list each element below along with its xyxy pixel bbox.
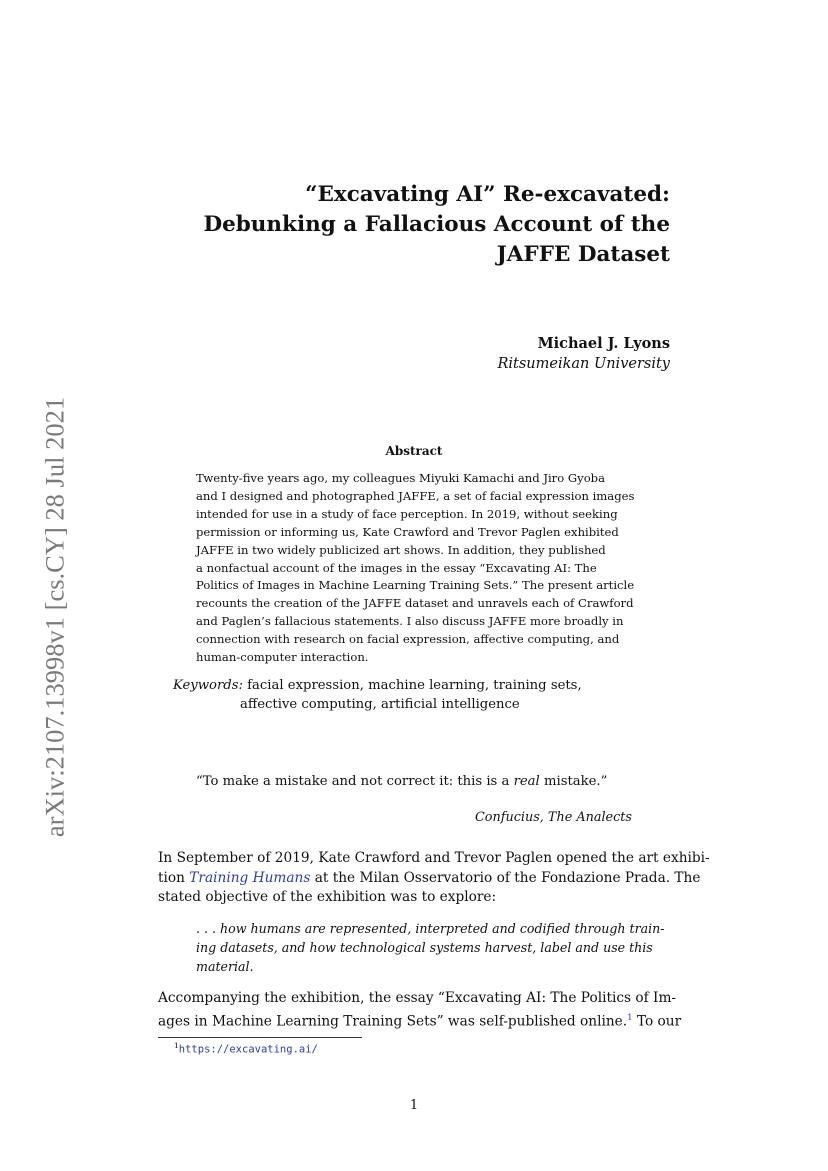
- abstract-line: JAFFE in two widely publicized art shows. In addition, they published: [196, 542, 606, 557]
- second-paragraph: [158, 989, 682, 1032]
- block-quote: [196, 919, 665, 976]
- keywords-label: Keywords:: [173, 678, 243, 693]
- author-affiliation: Ritsumeikan University: [497, 356, 670, 372]
- paragraph-line: ages in Machine Learning Training Sets” was self-published online.$^1$ To our: [158, 1012, 682, 1030]
- quote-line: material.: [196, 959, 254, 974]
- keywords-line-2: affective computing, artificial intelligence: [240, 697, 520, 712]
- abstract-line: and I designed and photographed JAFFE, a set of facial expression images: [196, 488, 635, 503]
- paper-title: [203, 180, 670, 270]
- keywords-block: [173, 676, 582, 714]
- abstract-line: permission or informing us, Kate Crawford and Trevor Paglen exhibited: [196, 524, 619, 539]
- abstract-line: a nonfactual account of the images in the essay “Excavating AI: The: [196, 560, 597, 575]
- paragraph-line: stated objective of the exhibition was to explore:: [158, 889, 497, 905]
- quote-line: . . . how humans are represented, interpreted and codified through train-: [196, 921, 665, 936]
- footnote-marker[interactable]: 1: [627, 1012, 633, 1023]
- footnote-divider: [158, 1037, 362, 1038]
- quote-line: ing datasets, and how technological systems harvest, label and use this: [196, 940, 653, 955]
- abstract-line: recounts the creation of the JAFFE dataset and unravels each of Crawford: [196, 596, 634, 611]
- abstract-line: Politics of Images in Machine Learning Training Sets.” The present article: [196, 578, 635, 593]
- paragraph-line: In September of 2019, Kate Crawford and Trevor Paglen opened the art exhibi-: [158, 850, 710, 866]
- author-name: Michael J. Lyons: [537, 335, 670, 352]
- abstract-body: [196, 470, 635, 667]
- paragraph-line: Accompanying the exhibition, the essay “Excavating AI: The Politics of Im-: [158, 990, 677, 1006]
- abstract-line: Twenty-five years ago, my colleagues Miyuki Kamachi and Jiro Gyoba: [196, 471, 606, 485]
- abstract-line: human-computer interaction.: [196, 650, 369, 665]
- epigraph-attribution: Confucius, The Analects: [475, 810, 632, 825]
- paragraph-line: tion Training Humans at the Milan Osservatorio of the Fondazione Prada. The: [158, 869, 701, 886]
- abstract-line: intended for use in a study of face perception. In 2019, without seeking: [196, 506, 618, 521]
- abstract-heading: Abstract: [385, 444, 443, 458]
- abstract-line: and Paglen’s fallacious statements. I also discuss JAFFE more broadly in: [196, 614, 624, 629]
- page-number: 1: [409, 1098, 419, 1113]
- abstract-line: connection with research on facial expression, affective computing, and: [196, 632, 620, 647]
- title-line-1: “Excavating AI” Re-excavated:: [305, 182, 670, 207]
- footnote-url-link[interactable]: https://excavating.ai/: [178, 1043, 318, 1056]
- arxiv-identifier: arXiv:2107.13998v1 [cs.CY] 28 Jul 2021: [39, 396, 70, 838]
- author-block: [497, 334, 670, 374]
- epigraph-quote: “To make a mistake and not correct it: this is a real mistake.”: [196, 774, 608, 789]
- training-humans-link[interactable]: Training Humans: [189, 869, 311, 886]
- title-line-3: JAFFE Dataset: [496, 242, 670, 267]
- footnote: [174, 1041, 318, 1056]
- keywords-line-1: facial expression, machine learning, training sets,: [247, 678, 582, 693]
- footnote-number: 1: [174, 1041, 179, 1050]
- epigraph-emphasis: real: [513, 774, 540, 789]
- intro-paragraph: [158, 849, 710, 908]
- title-line-2: Debunking a Fallacious Account of the: [203, 212, 670, 237]
